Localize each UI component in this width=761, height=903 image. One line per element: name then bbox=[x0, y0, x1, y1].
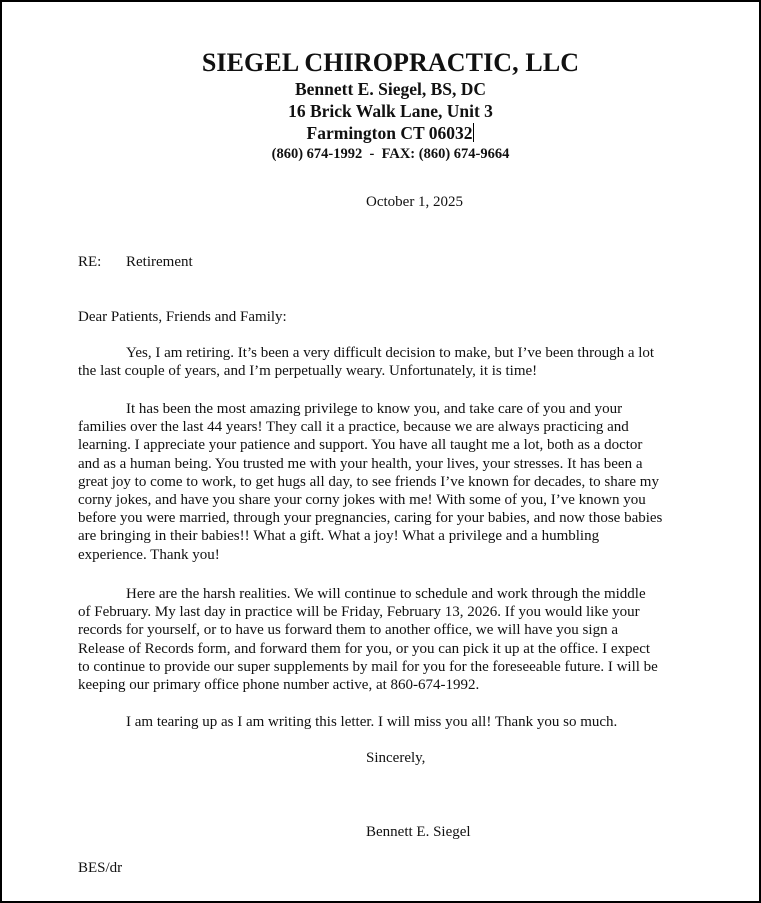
paragraph-line: the last couple of years, and I’m perpetually weary. Unfortunately, it is time! bbox=[78, 363, 538, 380]
paragraph-line: keeping our primary office phone number active, at 860-674-1992. bbox=[78, 677, 480, 694]
paragraph-line: are bringing in their babies!! What a gift. What a joy! What a privilege and a humbling bbox=[78, 528, 600, 545]
salutation: Dear Patients, Friends and Family: bbox=[78, 309, 287, 325]
closing: Sincerely, bbox=[366, 750, 426, 766]
address-line-2-container[interactable] bbox=[2, 122, 761, 144]
paragraph-line: records for yourself, or to have us forward them to another office, we will have you sign a bbox=[78, 622, 618, 639]
address-line-2: Farmington CT 06032 bbox=[306, 123, 473, 143]
text-cursor bbox=[473, 123, 474, 142]
paragraph-line: to continue to provide our super supplements by mail for you for the foreseeable future. I will be bbox=[78, 658, 658, 675]
doctor-name: Bennett E. Siegel, BS, DC bbox=[294, 79, 487, 99]
letter-date: October 1, 2025 bbox=[366, 194, 464, 210]
paragraph-line: experience. Thank you! bbox=[78, 546, 220, 563]
paragraph-3 bbox=[78, 585, 708, 694]
paragraph-4 bbox=[78, 713, 708, 731]
paragraph-line: Release of Records form, and forward them for you, or you can pick it up at the office. I expect bbox=[78, 640, 651, 657]
address-line-1: 16 Brick Walk Lane, Unit 3 bbox=[288, 101, 493, 121]
paragraph-line: It has been the most amazing privilege to know you, and take care of you and your bbox=[126, 401, 623, 417]
letterhead bbox=[2, 48, 761, 164]
paragraph-line: families over the last 44 years! They call it a practice, because we are always practicing and bbox=[78, 419, 629, 436]
paragraph-line: great joy to come to work, to get hugs all day, to see friends I’ve known for decades, to share my bbox=[78, 473, 659, 490]
paragraph-line: Here are the harsh realities. We will continue to schedule and work through the middle bbox=[126, 586, 646, 602]
re-line bbox=[78, 253, 193, 271]
company-name: SIEGEL CHIROPRACTIC, LLC bbox=[201, 48, 580, 77]
paragraph-line: of February. My last day in practice will be Friday, February 13, 2026. If you would like your bbox=[78, 604, 640, 621]
paragraph-line: and as a human being. You trusted me with your health, your lives, your stresses. It has been a bbox=[78, 455, 643, 472]
paragraph-line: learning. I appreciate your patience and support. You have all taught me a lot, both as a doctor bbox=[78, 437, 643, 454]
re-subject: Retirement bbox=[126, 254, 193, 270]
paragraph-line: before you were married, through your pregnancies, caring for your babies, and now those babies bbox=[78, 510, 663, 527]
re-label: RE: bbox=[78, 254, 102, 270]
contact-numbers: (860) 674-1992 - FAX: (860) 674-9664 bbox=[271, 146, 510, 162]
paragraph-line: Yes, I am retiring. It’s been a very difficult decision to make, but I’ve been through a lot bbox=[126, 345, 655, 361]
paragraph-2 bbox=[78, 400, 708, 564]
paragraph-line: corny jokes, and have you share your corny jokes with me! With some of you, I’ve known you bbox=[78, 492, 646, 509]
paragraph-1 bbox=[78, 344, 708, 380]
signature-name: Bennett E. Siegel bbox=[366, 824, 471, 840]
typist-initials: BES/dr bbox=[78, 860, 123, 876]
paragraph-line: I am tearing up as I am writing this letter. I will miss you all! Thank you so much. bbox=[126, 714, 618, 730]
